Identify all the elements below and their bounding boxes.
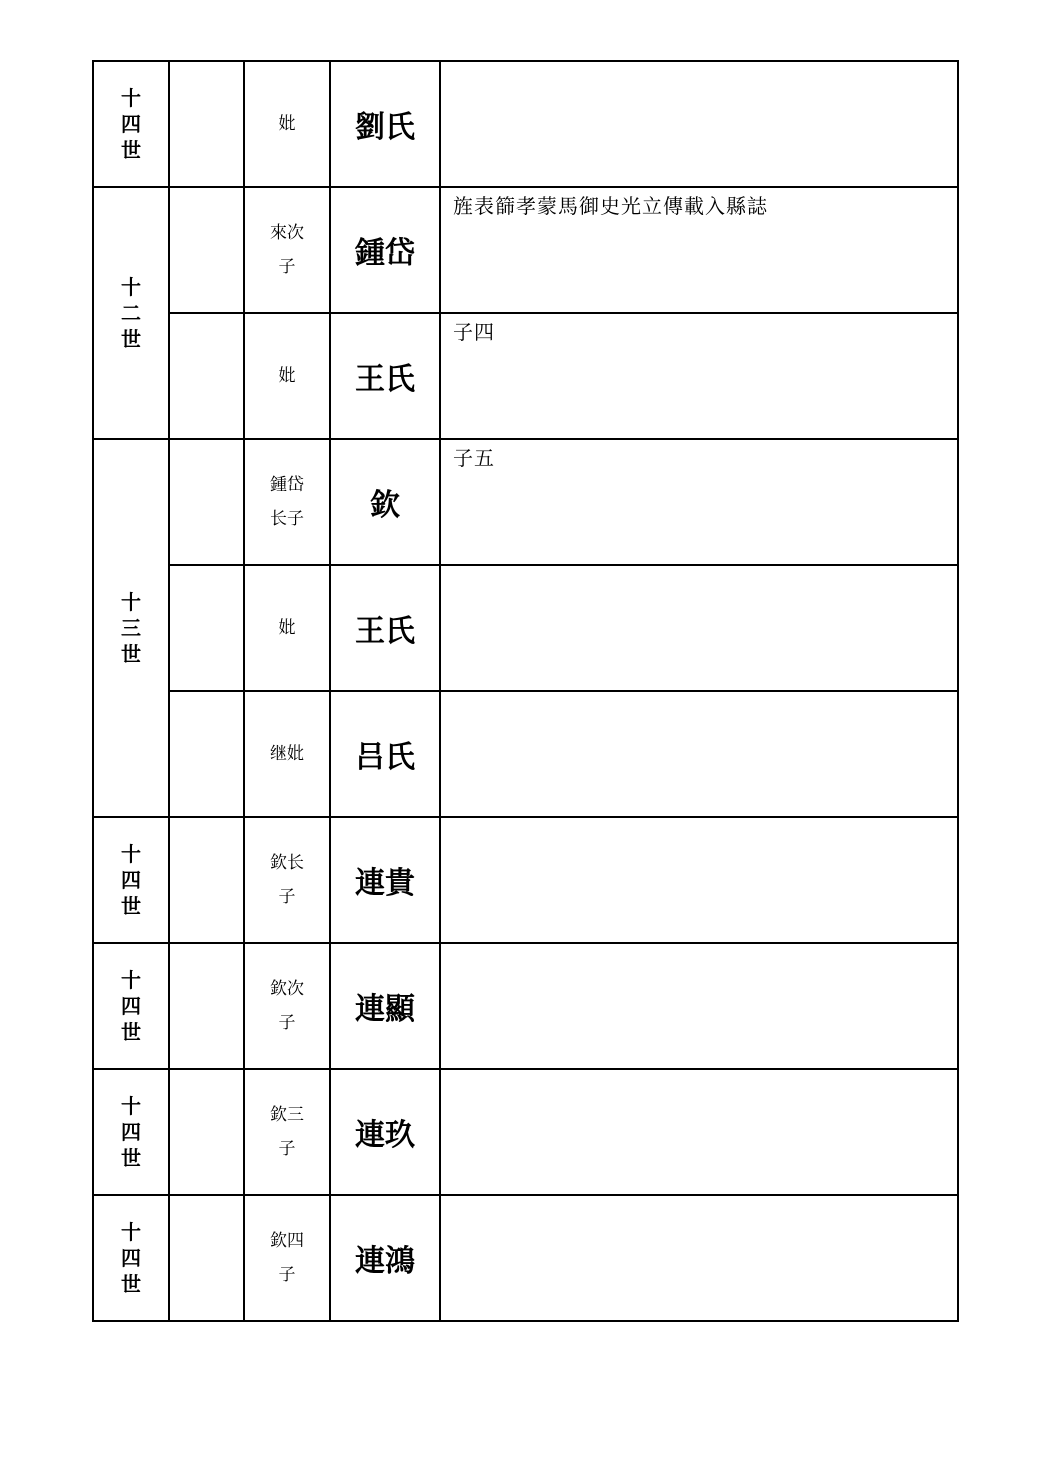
person-name: 王氏 bbox=[355, 614, 415, 649]
name-cell bbox=[330, 439, 440, 565]
note-text bbox=[441, 818, 957, 823]
note-text: 子四 bbox=[453, 320, 495, 344]
generation-label: 十四世 bbox=[121, 1094, 141, 1170]
note-text bbox=[441, 62, 957, 67]
relation-label: 欽四子 bbox=[270, 1231, 304, 1285]
note-text bbox=[441, 944, 957, 949]
generation-label: 十四世 bbox=[121, 968, 141, 1044]
relation-cell bbox=[244, 61, 330, 187]
note-cell bbox=[440, 1195, 958, 1321]
note-text bbox=[441, 692, 957, 697]
relation-cell bbox=[244, 565, 330, 691]
note-text bbox=[441, 1196, 957, 1201]
relation-cell bbox=[244, 187, 330, 313]
person-name: 吕氏 bbox=[355, 740, 415, 775]
relation-label: 鍾岱长子 bbox=[270, 475, 304, 529]
relation-label: 妣 bbox=[278, 114, 296, 134]
blank-cell bbox=[169, 1195, 244, 1321]
name-cell bbox=[330, 1195, 440, 1321]
name-cell bbox=[330, 817, 440, 943]
name-cell bbox=[330, 691, 440, 817]
relation-label: 欽三子 bbox=[270, 1105, 304, 1159]
relation-cell bbox=[244, 943, 330, 1069]
generation-label: 十二世 bbox=[121, 275, 141, 351]
table-row bbox=[93, 817, 958, 943]
person-name: 欽 bbox=[370, 488, 400, 523]
generation-label: 十四世 bbox=[121, 86, 141, 162]
generation-cell bbox=[93, 61, 169, 187]
table-row bbox=[93, 1069, 958, 1195]
generation-cell bbox=[93, 1069, 169, 1195]
note-cell bbox=[440, 691, 958, 817]
person-name: 鍾岱 bbox=[355, 236, 415, 271]
note-cell bbox=[440, 943, 958, 1069]
blank-cell bbox=[169, 439, 244, 565]
generation-label: 十三世 bbox=[121, 590, 141, 666]
blank-cell bbox=[169, 565, 244, 691]
person-name: 連顯 bbox=[355, 992, 415, 1027]
relation-cell bbox=[244, 691, 330, 817]
generation-cell bbox=[93, 943, 169, 1069]
relation-cell bbox=[244, 1195, 330, 1321]
relation-cell bbox=[244, 313, 330, 439]
generation-label: 十四世 bbox=[121, 1220, 141, 1296]
generation-cell bbox=[93, 439, 169, 817]
note-cell bbox=[440, 439, 958, 565]
relation-label: 欽次子 bbox=[270, 979, 304, 1033]
generation-label: 十四世 bbox=[121, 842, 141, 918]
genealogy-table bbox=[92, 60, 959, 1322]
name-cell bbox=[330, 565, 440, 691]
relation-label: 妣 bbox=[278, 366, 296, 386]
name-cell bbox=[330, 187, 440, 313]
blank-cell bbox=[169, 817, 244, 943]
note-cell bbox=[440, 313, 958, 439]
person-name: 連貴 bbox=[355, 866, 415, 901]
relation-label: 继妣 bbox=[270, 744, 304, 764]
blank-cell bbox=[169, 313, 244, 439]
blank-cell bbox=[169, 691, 244, 817]
blank-cell bbox=[169, 943, 244, 1069]
note-cell bbox=[440, 1069, 958, 1195]
generation-cell bbox=[93, 817, 169, 943]
note-cell bbox=[440, 565, 958, 691]
table-row bbox=[93, 565, 958, 691]
relation-cell bbox=[244, 1069, 330, 1195]
note-text: 子五 bbox=[453, 446, 495, 470]
person-name: 劉氏 bbox=[355, 110, 415, 145]
person-name: 連鴻 bbox=[355, 1244, 415, 1279]
table-row bbox=[93, 691, 958, 817]
person-name: 王氏 bbox=[355, 362, 415, 397]
table-row bbox=[93, 313, 958, 439]
table-row bbox=[93, 187, 958, 313]
table-row bbox=[93, 1195, 958, 1321]
name-cell bbox=[330, 313, 440, 439]
relation-label: 來次子 bbox=[270, 223, 304, 277]
blank-cell bbox=[169, 1069, 244, 1195]
table-row bbox=[93, 439, 958, 565]
name-cell bbox=[330, 1069, 440, 1195]
name-cell bbox=[330, 943, 440, 1069]
relation-cell bbox=[244, 817, 330, 943]
note-text: 旌表篩孝蒙馬御史光立傳載入縣誌 bbox=[453, 194, 768, 218]
relation-label: 妣 bbox=[278, 618, 296, 638]
name-cell bbox=[330, 61, 440, 187]
blank-cell bbox=[169, 61, 244, 187]
note-cell bbox=[440, 187, 958, 313]
generation-cell bbox=[93, 1195, 169, 1321]
note-cell bbox=[440, 61, 958, 187]
table-row bbox=[93, 61, 958, 187]
note-cell bbox=[440, 817, 958, 943]
note-text bbox=[441, 1070, 957, 1075]
note-text bbox=[441, 566, 957, 571]
blank-cell bbox=[169, 187, 244, 313]
person-name: 連玖 bbox=[355, 1118, 415, 1153]
relation-cell bbox=[244, 439, 330, 565]
generation-cell bbox=[93, 187, 169, 439]
table-row bbox=[93, 943, 958, 1069]
relation-label: 欽长子 bbox=[270, 853, 304, 907]
